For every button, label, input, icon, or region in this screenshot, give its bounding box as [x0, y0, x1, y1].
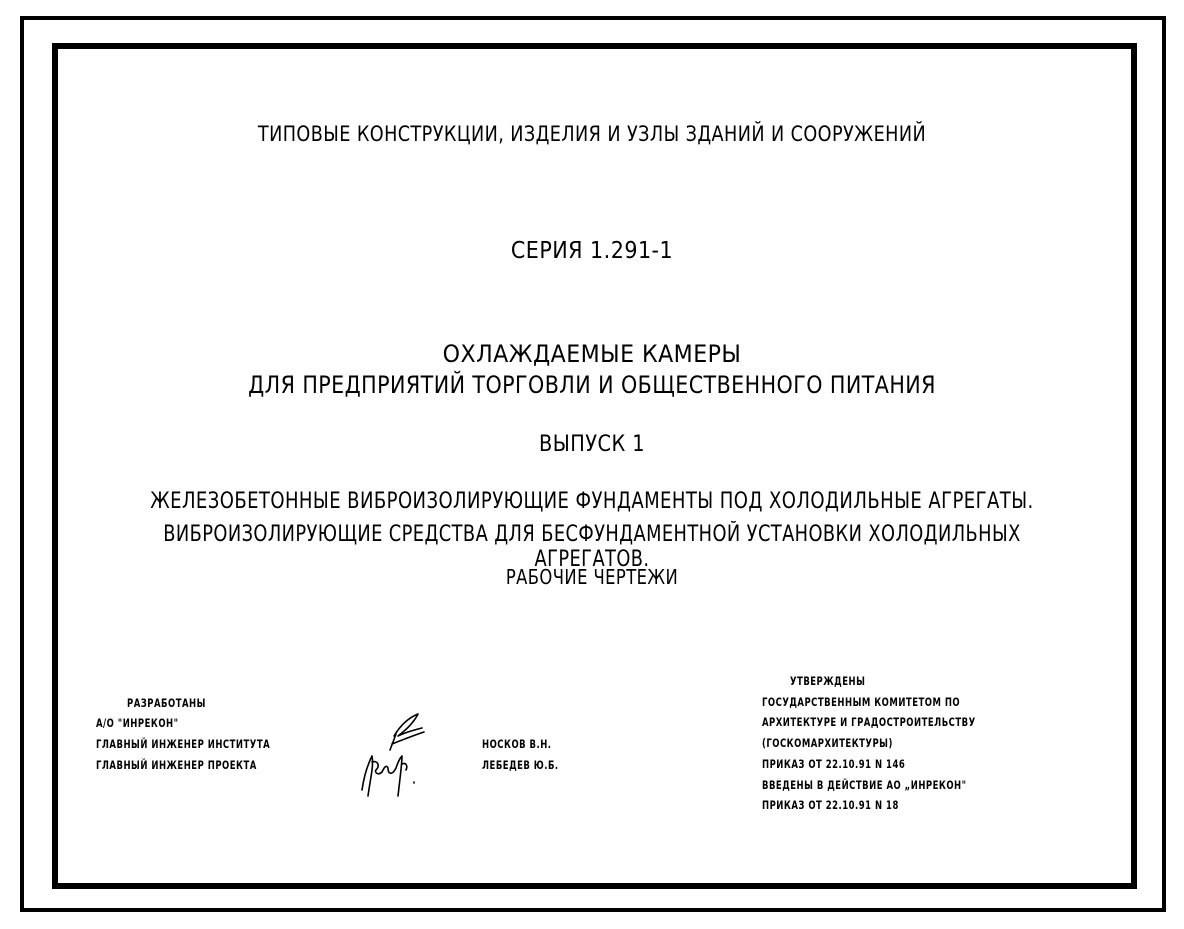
chief-engineer-institute-role: ГЛАВНЫЙ ИНЖЕНЕР ИНСТИТУТА [96, 737, 271, 751]
approved-line-4: ПРИКАЗ ОТ 22.10.91 N 146 [762, 757, 906, 771]
developer-org: А/О "ИНРЕКОН" [96, 716, 179, 730]
approved-line-6: ПРИКАЗ ОТ 22.10.91 N 18 [762, 798, 899, 812]
issue-number: ВЫПУСК 1 [539, 432, 645, 457]
developed-heading: РАЗРАБОТАНЫ [127, 696, 206, 710]
handwritten-signatures [352, 706, 442, 806]
approved-line-5: ВВЕДЕНЫ В ДЕЙСТВИЕ АО „ИНРЕКОН" [762, 778, 967, 792]
approved-line-2: АРХИТЕКТУРЕ И ГРАДОСТРОИТЕЛЬСТВУ [762, 715, 976, 729]
approved-line-1: ГОСУДАРСТВЕННЫМ КОМИТЕТОМ ПО [762, 695, 961, 709]
working-drawings-label: РАБОЧИЕ ЧЕРТЕЖИ [505, 565, 679, 589]
series-heading: ТИПОВЫЕ КОНСТРУКЦИИ, ИЗДЕЛИЯ И УЗЛЫ ЗДАНИЙ И СООРУЖЕНИЙ [257, 122, 927, 146]
approved-line-3: (ГОСКОМАРХИТЕКТУРЫ) [762, 736, 893, 750]
chief-engineer-project-name: ЛЕБЕДЕВ Ю.Б. [482, 758, 559, 772]
description-line-2: ВИБРОИЗОЛИРУЮЩИЕ СРЕДСТВА ДЛЯ БЕСФУНДАМЕНТНОЙ УСТАНОВКИ ХОЛОДИЛЬНЫХ АГРЕГАТОВ. [163, 522, 1021, 572]
title-line-1: ОХЛАЖДАЕМЫЕ КАМЕРЫ [442, 340, 742, 368]
chief-engineer-institute-name: НОСКОВ В.Н. [482, 737, 552, 751]
series-number: СЕРИЯ 1.291-1 [510, 238, 674, 264]
chief-engineer-project-role: ГЛАВНЫЙ ИНЖЕНЕР ПРОЕКТА [96, 758, 257, 772]
description-line-1: ЖЕЛЕЗОБЕТОННЫЕ ВИБРОИЗОЛИРУЮЩИЕ ФУНДАМЕНТЫ ПОД ХОЛОДИЛЬНЫЕ АГРЕГАТЫ. [150, 489, 1034, 514]
approved-heading: УТВЕРЖДЕНЫ [790, 674, 866, 688]
title-line-2: ДЛЯ ПРЕДПРИЯТИЙ ТОРГОВЛИ И ОБЩЕСТВЕННОГО ПИТАНИЯ [248, 371, 936, 399]
